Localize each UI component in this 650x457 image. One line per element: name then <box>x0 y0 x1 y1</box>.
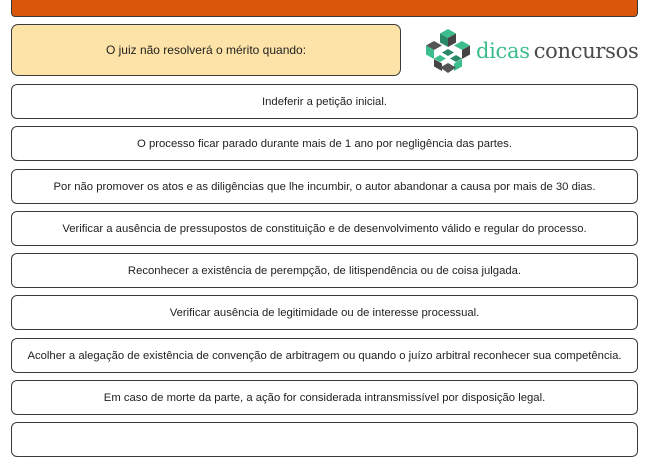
answer-option-6[interactable] <box>11 295 638 330</box>
brand-word-dicas: dicas <box>476 39 530 63</box>
answer-option-label: Indeferir a petição inicial. <box>262 95 387 108</box>
answer-option-label: Verificar ausência de legitimidade ou de interesse processual. <box>169 306 480 319</box>
answer-option-label: Reconhecer a existência de perempção, de litispendência ou de coisa julgada. <box>127 264 522 277</box>
answer-option-4[interactable] <box>11 211 638 246</box>
cube-cluster-icon <box>424 27 472 75</box>
answer-option-2[interactable] <box>11 126 638 161</box>
answer-option-label: Em caso de morte da parte, a ação for considerada intransmissível por disposição legal. <box>103 391 546 404</box>
answer-option-5[interactable] <box>11 253 638 288</box>
question-text: O juiz não resolverá o mérito quando: <box>105 43 307 57</box>
answer-option-3[interactable] <box>11 169 638 204</box>
answer-option-label: Por não promover os atos e as diligências que lhe incumbir, o autor abandonar a causa por mais de 30 dias. <box>53 180 596 193</box>
answer-option-8[interactable] <box>11 380 638 415</box>
answer-option-1[interactable] <box>11 84 638 119</box>
answer-option-label: O processo ficar parado durante mais de 1 ano por negligência das partes. <box>137 137 512 150</box>
answer-option-label: Verificar a ausência de pressupostos de constituição e de desenvolvimento válido e regular do processo. <box>62 222 587 235</box>
question-card <box>11 24 401 76</box>
answer-option-9[interactable] <box>11 422 638 457</box>
header-bar <box>11 0 638 17</box>
answer-option-7[interactable] <box>11 338 638 373</box>
brand-name <box>476 39 638 63</box>
brand-word-concursos: concursos <box>533 39 639 63</box>
brand-logo <box>424 26 639 76</box>
answer-option-label: Acolher a alegação de existência de convenção de arbitragem ou quando o juízo arbitral reconhecer sua competência. <box>27 349 622 362</box>
